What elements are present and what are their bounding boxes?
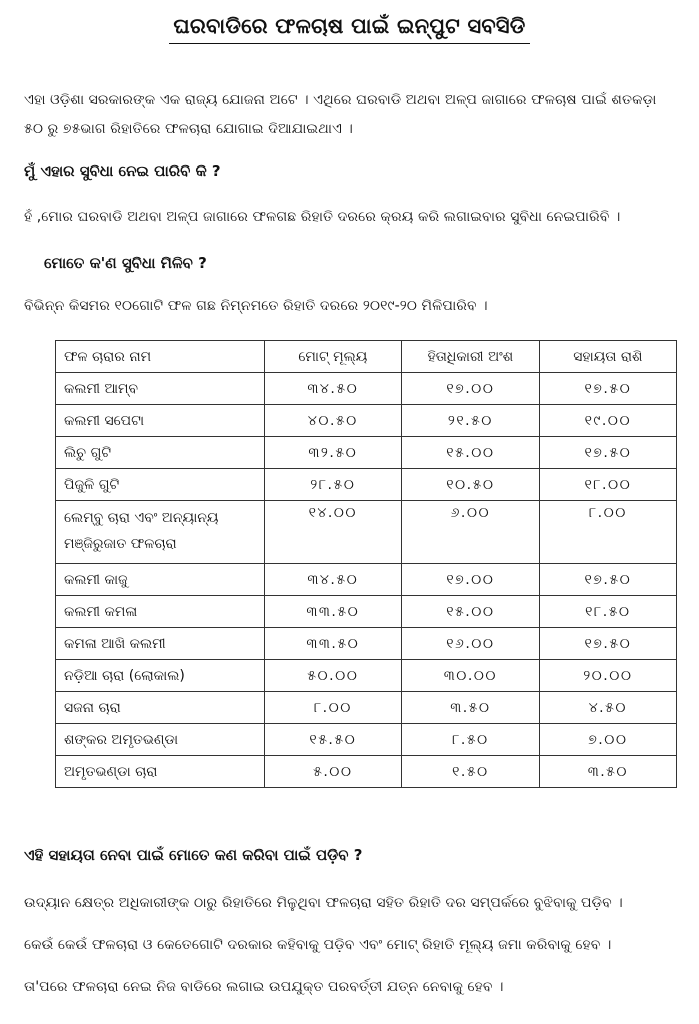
cell-name: କଲମୀ ଆମ୍ବ [56, 373, 265, 405]
cell-assistance: ୪.୫୦ [539, 692, 676, 724]
intro-line-1: ଏହା ଓଡ଼ିଶା ସରକାରଙ୍କ ଏକ ରାଜ୍ୟ ଯୋଜନା ଅଟେ । ଏଥିରେ ଘରବାଡି ଅଥବା ଅଳ୍ପ ଜାଗାରେ ଫଳଚାଷ ପାଇଁ ଶତକଡ଼ା [24, 92, 657, 108]
cell-total: ୧୪.୦୦ [264, 501, 401, 564]
cell-name: ଶଙ୍କର ଅମୃତଭଣ୍ଡା [56, 724, 265, 756]
question-3-step-1: ଉଦ୍ୟାନ କ୍ଷେତ୍ର ଅଧିକାରୀଙ୍କ ଠାରୁ ରିହାତିରେ ମିଳୁଥିବା ଫଳଚାରା ସହିତ ରିହାତି ଦର ସମ୍ପର୍କରେ ବୁଝିବାକୁ ପଡ଼ିବ । [24, 895, 623, 911]
cell-beneficiary: ୨୧.୫୦ [402, 405, 540, 437]
cell-beneficiary: ୧୫.୦୦ [402, 437, 540, 469]
col-header-name: ଫଳ ଚାରାର ନାମ [56, 341, 265, 373]
cell-total: ୫୦.୦୦ [264, 660, 401, 692]
cell-total: ୫.୦୦ [264, 756, 401, 788]
table-row [56, 437, 677, 469]
table-row [56, 628, 677, 660]
cell-assistance: ୧୮.୫୦ [539, 596, 676, 628]
table-row [56, 501, 677, 564]
cell-beneficiary: ୧୬.୦୦ [402, 628, 540, 660]
cell-total: ୪୦.୫୦ [264, 405, 401, 437]
table-row [56, 405, 677, 437]
cell-beneficiary: ୧୭.୦୦ [402, 373, 540, 405]
cell-assistance: ୧୭.୫୦ [539, 564, 676, 596]
table-row [56, 596, 677, 628]
subsidy-table [55, 340, 677, 788]
cell-beneficiary: ୩୦.୦୦ [402, 660, 540, 692]
cell-beneficiary: ୧.୫୦ [402, 756, 540, 788]
col-header-assistance: ସହାୟତା ରାଶି [539, 341, 676, 373]
col-header-total: ମୋଟ୍ ମୂଲ୍ୟ [264, 341, 401, 373]
table-row [56, 373, 677, 405]
col-header-beneficiary: ହିତାଧିକାରୀ ଅଂଶ [402, 341, 540, 373]
cell-name: ପିଜୁଳି ଗୁଟି [56, 469, 265, 501]
cell-beneficiary: ୧୫.୦୦ [402, 596, 540, 628]
cell-beneficiary: ୮.୫୦ [402, 724, 540, 756]
table-row [56, 692, 677, 724]
cell-total: ୧୫.୫୦ [264, 724, 401, 756]
cell-name: କମଳା ଆଖି କଲମୀ [56, 628, 265, 660]
intro-line-2: ୫୦ ରୁ ୭୫ଭାଗ ରିହାତିରେ ଫଳଚାରା ଯୋଗାଇ ଦିଆଯାଇଥାଏ । [24, 121, 353, 137]
cell-beneficiary: ୧୦.୫୦ [402, 469, 540, 501]
cell-assistance: ୧୯.୦୦ [539, 405, 676, 437]
page-title-wrap [0, 14, 699, 44]
question-3-step-3: ତା'ପରେ ଫଳଚାରା ନେଇ ନିଜ ବାଡିରେ ଲଗାଇ ଉପଯୁକ୍ତ ପରବର୍ତ୍ତୀ ଯତ୍ନ ନେବାକୁ ହେବ । [24, 979, 504, 995]
cell-beneficiary: ୬.୦୦ [402, 501, 540, 564]
table-row [56, 469, 677, 501]
cell-total: ୩୪.୫୦ [264, 564, 401, 596]
page-title: ଘରବାଡିରେ ଫଳଚାଷ ପାଇଁ ଇନ୍‌ପୁଟ ସବସିଡି [169, 14, 529, 44]
cell-name: ଲେମ୍ବୁ ଚାରା ଏବଂ ଅନ୍ୟାନ୍ୟ ମଞ୍ଜିରୁଜାତ ଫଳଚାରା [56, 501, 265, 564]
cell-total: ୩୨.୫୦ [264, 437, 401, 469]
cell-name: କଲମୀ କାଜୁ [56, 564, 265, 596]
cell-name: କଲମୀ କମଳା [56, 596, 265, 628]
table-header-row [56, 341, 677, 373]
cell-total: ୮.୦୦ [264, 692, 401, 724]
cell-name: ଅମୃତଭଣ୍ଡା ଚାରା [56, 756, 265, 788]
cell-total: ୩୪.୫୦ [264, 373, 401, 405]
table-row [56, 756, 677, 788]
table-row [56, 564, 677, 596]
cell-assistance: ୭.୦୦ [539, 724, 676, 756]
cell-assistance: ୧୮.୦୦ [539, 469, 676, 501]
question-2-heading: ମୋତେ କ'ଣ ସୁବିଧା ମିଳିବ ? [44, 254, 207, 272]
cell-total: ୩୩.୫୦ [264, 596, 401, 628]
cell-assistance: ୮.୦୦ [539, 501, 676, 564]
cell-assistance: ୧୭.୫୦ [539, 437, 676, 469]
table-row [56, 660, 677, 692]
cell-name: ସଜନା ଚାରା [56, 692, 265, 724]
cell-name: ନଡ଼ିଆ ଚାରା (ଲୋକାଲ) [56, 660, 265, 692]
question-1-heading: ମୁଁ ଏହାର ସୁବିଧା ନେଇ ପାରିବି କି ? [24, 162, 221, 180]
cell-beneficiary: ୧୭.୦୦ [402, 564, 540, 596]
question-3-heading: ଏହି ସହାୟତା ନେବା ପାଇଁ ମୋତେ କଣ କରିବା ପାଇଁ ପଡ଼ିବ ? [24, 846, 363, 864]
question-3-step-2: କେଉଁ କେଉଁ ଫଳଚାରା ଓ କେତେଗୋଟି ଦରକାର କହିବାକୁ ପଡ଼ିବ ଏବଂ ମୋଟ୍ ରିହାତି ମୂଲ୍ୟ ଜମା କରିବାକୁ ହେବ । [24, 937, 612, 953]
cell-name: କଲମୀ ସପେଟା [56, 405, 265, 437]
cell-assistance: ୧୭.୫୦ [539, 628, 676, 660]
cell-total: ୨୮.୫୦ [264, 469, 401, 501]
table-row [56, 724, 677, 756]
intro-paragraph [24, 86, 679, 144]
cell-beneficiary: ୩.୫୦ [402, 692, 540, 724]
cell-assistance: ୧୭.୫୦ [539, 373, 676, 405]
question-2-answer: ବିଭିନ୍ନ କିସମର ୧୦ଗୋଟି ଫଳ ଗଛ ନିମ୍ନମତେ ରିହାତି ଦରରେ ୨୦୧୯-୨୦ ମିଳିପାରିବ । [24, 298, 488, 314]
cell-name: ଲିଚୁ ଗୁଟି [56, 437, 265, 469]
cell-assistance: ୩.୫୦ [539, 756, 676, 788]
cell-assistance: ୨୦.୦୦ [539, 660, 676, 692]
cell-total: ୩୩.୫୦ [264, 628, 401, 660]
question-1-answer: ହଁ ,ମୋର ଘରବାଡି ଅଥବା ଅଳ୍ପ ଜାଗାରେ ଫଳଗଛ ରିହାତି ଦରରେ କ୍ରୟ କରି ଲଗାଇବାର ସୁବିଧା ନେଇପାରିବି । [24, 209, 621, 225]
